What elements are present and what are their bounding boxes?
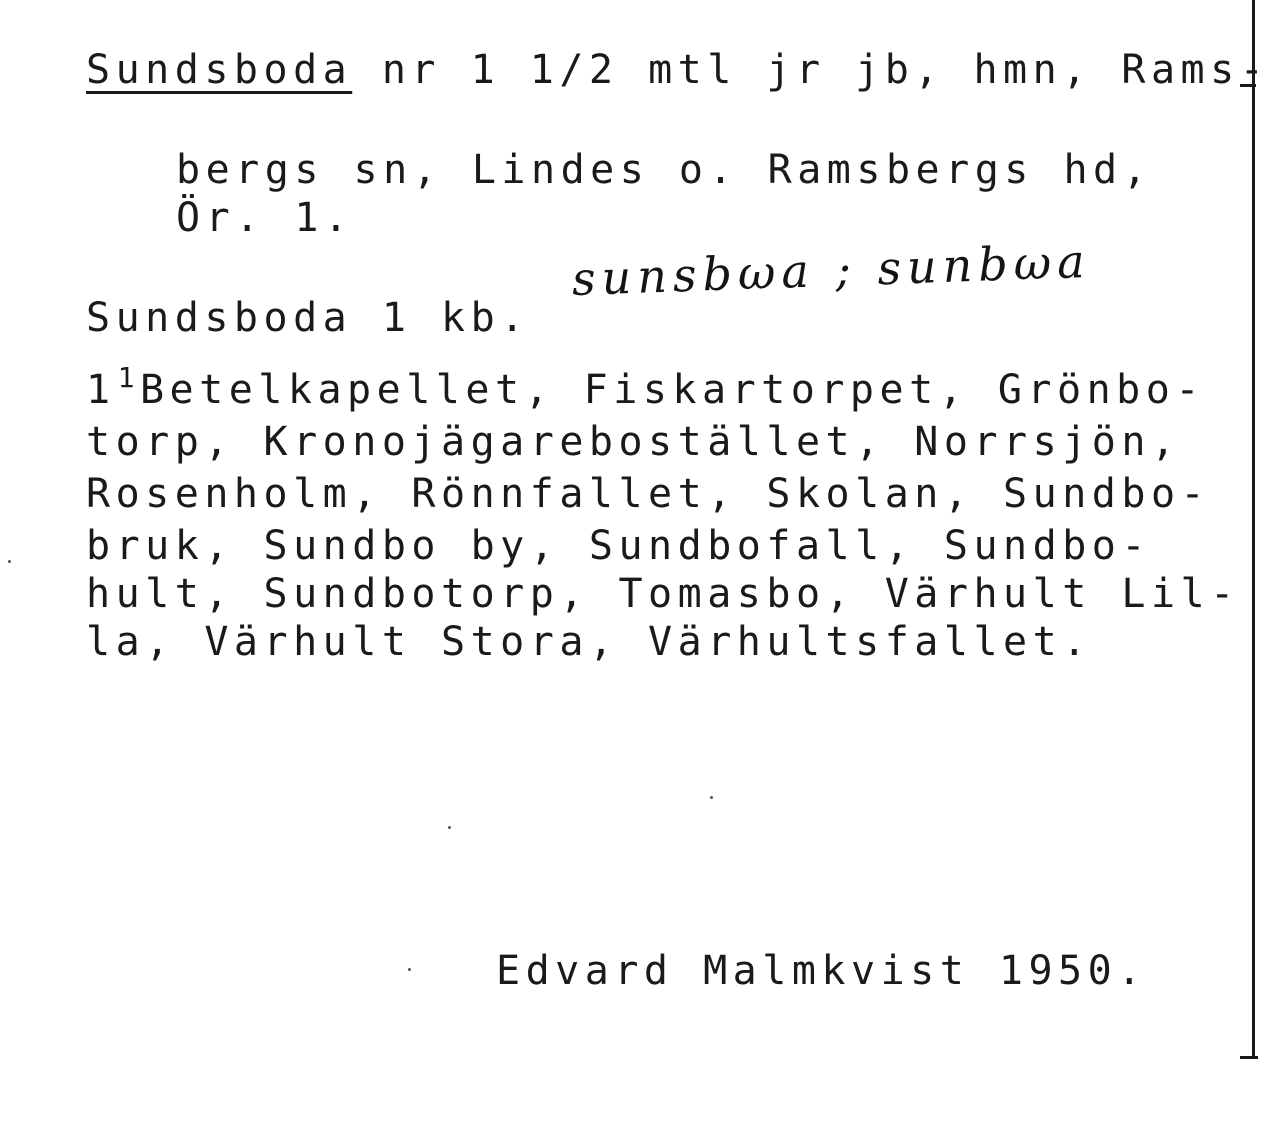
body-line-6: la, Värhult Stora, Värhultsfallet. [86,619,1092,665]
body-line-5: hult, Sundbotorp, Tomasbo, Värhult Lil- [86,571,1240,617]
signature: Edvard Malmkvist 1950. [496,948,1147,994]
place-name-title: Sundsboda [86,47,353,93]
footnote-marker: 1 [86,367,116,413]
body-line-2: torp, Kronojägarebostället, Norrsjön, [86,419,1181,465]
body-line-1-text: Betelkapellet, Fiskartorpet, Grönbo- [139,367,1205,413]
body-line-3: Rosenholm, Rönnfallet, Skolan, Sundbo- [86,471,1211,517]
paper-speck [8,560,11,563]
footnote-superscript: 1 [117,361,140,394]
card-heading [86,46,1269,94]
place-line-1: bergs sn, Lindes o. Ramsbergs hd, [176,147,1153,193]
paper-speck [710,796,713,799]
paper-speck [408,968,411,971]
card-edge-line [1252,0,1255,1058]
name-form-line: Sundsboda 1 kb. [86,295,530,341]
paper-speck [448,826,451,829]
handwritten-pronunciation: sunsbωa ; sunbωa [571,233,1092,306]
body-line-4: bruk, Sundbo by, Sundbofall, Sundbo- [86,523,1151,569]
body-line-1 [86,361,1205,418]
place-line-2: Ör. 1. [176,195,354,241]
card-edge-tick-bottom [1240,1056,1258,1059]
heading-details: nr 1 1/2 mtl jr jb, hmn, Rams- [352,47,1270,93]
